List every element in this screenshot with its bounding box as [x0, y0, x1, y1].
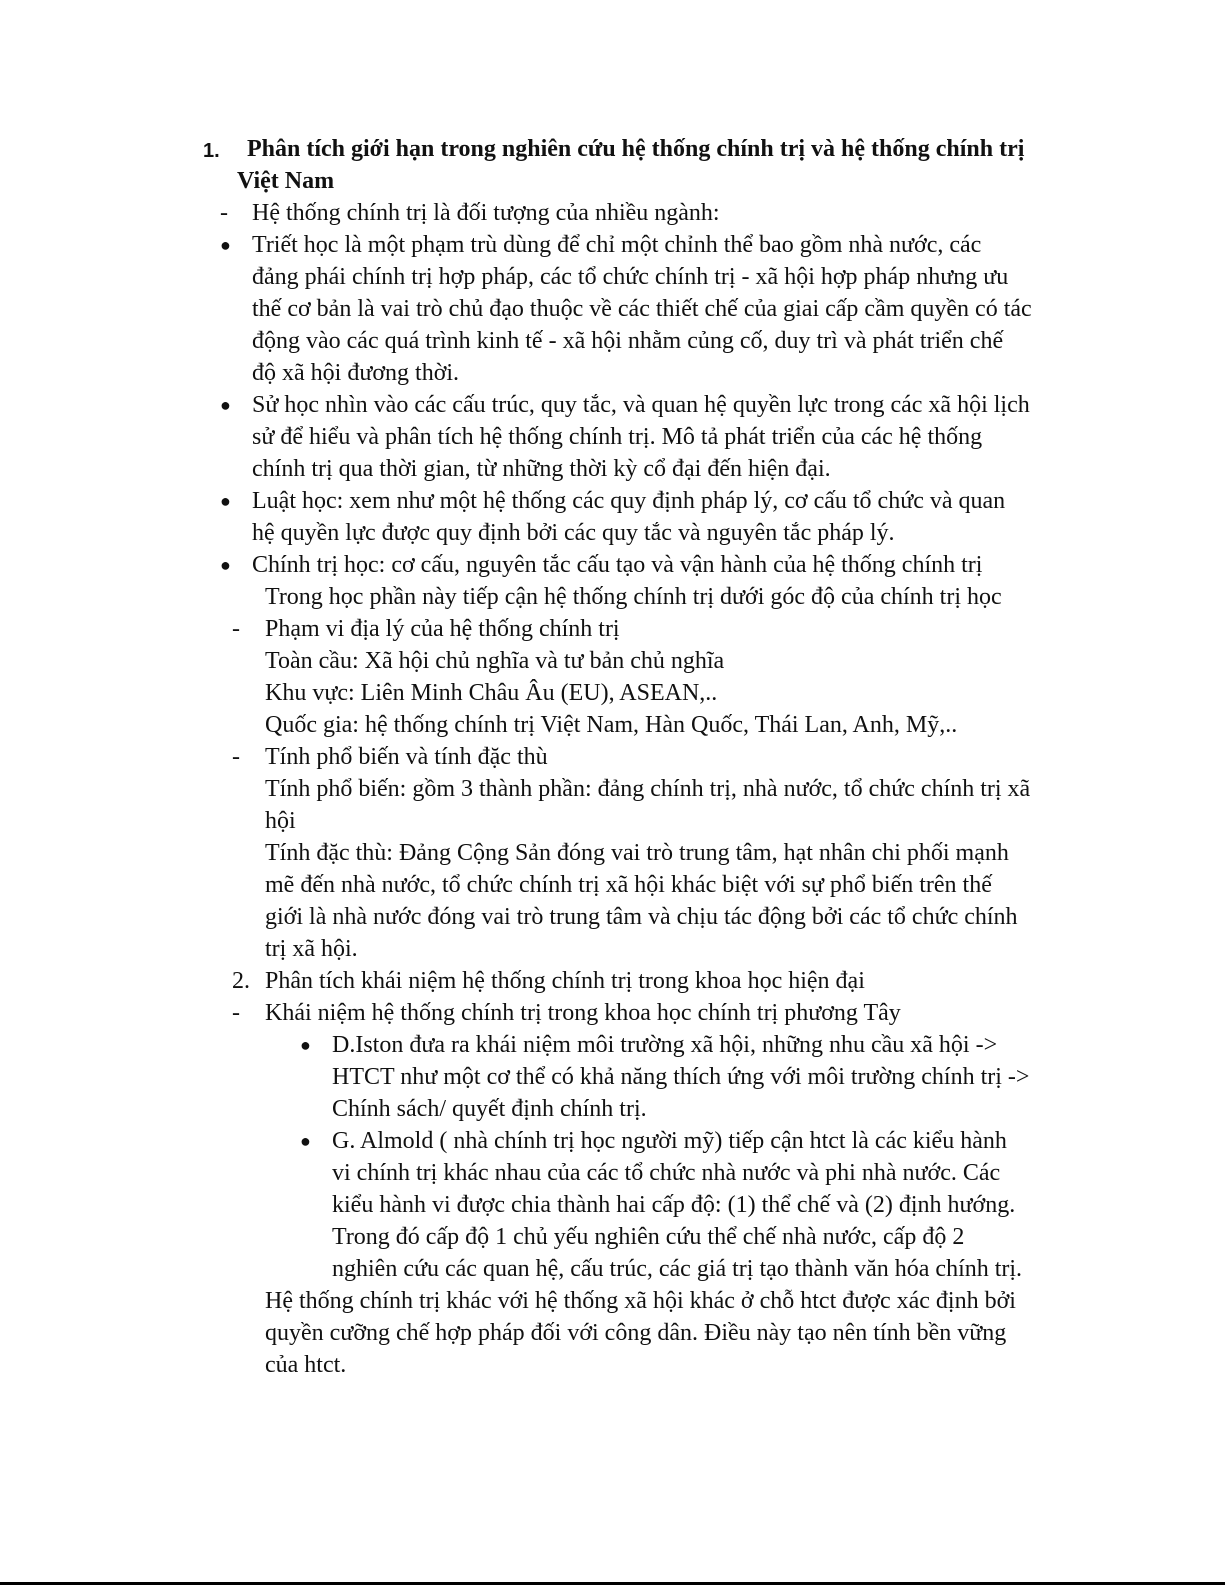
scope-line: Quốc gia: hệ thống chính trị Việt Nam, Hàn Quốc, Thái Lan, Anh, Mỹ,..: [265, 712, 958, 738]
heading-line-2: Việt Nam: [237, 168, 335, 194]
philosophy-line: thế cơ bản là vai trò chủ đạo thuộc về các thiết chế của giai cấp cầm quyền có tác: [252, 296, 1032, 322]
dash-marker: -: [232, 1000, 240, 1026]
scope-title: Phạm vi địa lý của hệ thống chính trị: [265, 616, 620, 642]
bullet-marker: ●: [220, 555, 231, 575]
universal-line: hội: [265, 808, 296, 834]
specific-line: trị xã hội.: [265, 936, 358, 962]
bullet-marker: ●: [300, 1131, 311, 1151]
history-line: sử để hiểu và phân tích hệ thống chính trị. Mô tả phát triển của các hệ thống: [252, 424, 983, 450]
approach-line: Trong học phần này tiếp cận hệ thống chính trị dưới góc độ của chính trị học: [265, 584, 1002, 610]
law-line: hệ quyền lực được quy định bởi các quy tắc và nguyên tắc pháp lý.: [252, 520, 895, 546]
bullet-marker: ●: [220, 491, 231, 511]
western-title: Khái niệm hệ thống chính trị trong khoa học chính trị phương Tây: [265, 1000, 901, 1026]
specific-line: mẽ đến nhà nước, tổ chức chính trị xã hội khác biệt với sự phổ biến trên thế: [265, 872, 992, 898]
dash-marker: -: [220, 200, 228, 226]
easton-line: Chính sách/ quyết định chính trị.: [332, 1096, 647, 1122]
philosophy-line: Triết học là một phạm trù dùng để chỉ một chỉnh thể bao gồm nhà nước, các: [252, 232, 982, 258]
intro-text: Hệ thống chính trị là đối tượng của nhiều ngành:: [252, 200, 720, 226]
almond-line: nghiên cứu các quan hệ, cấu trúc, các giá trị tạo thành văn hóa chính trị.: [332, 1256, 1023, 1282]
specific-line: giới là nhà nước đóng vai trò trung tâm và chịu tác động bởi các tổ chức chính: [265, 904, 1018, 930]
bullet-marker: ●: [300, 1035, 311, 1055]
dash-marker: -: [232, 616, 240, 642]
closing-line: quyền cưỡng chế hợp pháp đối với công dân. Điều này tạo nên tính bền vững: [265, 1320, 1007, 1346]
almond-line: G. Almold ( nhà chính trị học người mỹ) tiếp cận htct là các kiểu hành: [332, 1128, 1007, 1154]
law-line: Luật học: xem như một hệ thống các quy định pháp lý, cơ cấu tổ chức và quan: [252, 488, 1006, 514]
dash-marker: -: [232, 744, 240, 770]
easton-line: D.Iston đưa ra khái niệm môi trường xã hội, những nhu cầu xã hội ->: [332, 1032, 998, 1058]
section-2-title: Phân tích khái niệm hệ thống chính trị trong khoa học hiện đại: [265, 968, 865, 994]
easton-line: HTCT như một cơ thể có khả năng thích ứng với môi trường chính trị ->: [332, 1064, 1030, 1090]
history-line: chính trị qua thời gian, từ những thời kỳ cổ đại đến hiện đại.: [252, 456, 831, 482]
philosophy-line: động vào các quá trình kinh tế - xã hội nhằm củng cố, duy trì và phát triển chế: [252, 328, 1004, 354]
closing-line: Hệ thống chính trị khác với hệ thống xã hội khác ở chỗ htct được xác định bởi: [265, 1288, 1016, 1314]
bullet-marker: ●: [220, 235, 231, 255]
section-2-number: 2.: [232, 968, 250, 994]
philosophy-line: đảng phái chính trị hợp pháp, các tổ chức chính trị - xã hội hợp pháp nhưng ưu: [252, 264, 1009, 290]
trait-title: Tính phổ biến và tính đặc thù: [265, 744, 548, 770]
heading-number: 1.: [203, 140, 220, 162]
scope-line: Toàn cầu: Xã hội chủ nghĩa và tư bản chủ nghĩa: [265, 648, 725, 674]
almond-line: kiểu hành vi được chia thành hai cấp độ: (1) thể chế và (2) định hướng.: [332, 1192, 1016, 1218]
almond-line: vi chính trị khác nhau của các tổ chức nhà nước và phi nhà nước. Các: [332, 1160, 1001, 1186]
universal-line: Tính phổ biến: gồm 3 thành phần: đảng chính trị, nhà nước, tổ chức chính trị xã: [265, 776, 1031, 802]
scope-line: Khu vực: Liên Minh Châu Âu (EU), ASEAN,..: [265, 680, 718, 706]
bullet-marker: ●: [220, 395, 231, 415]
specific-line: Tính đặc thù: Đảng Cộng Sản đóng vai trò trung tâm, hạt nhân chi phối mạnh: [265, 840, 1009, 866]
politics-line: Chính trị học: cơ cấu, nguyên tắc cấu tạo và vận hành của hệ thống chính trị: [252, 552, 983, 578]
philosophy-line: độ xã hội đương thời.: [252, 360, 460, 386]
almond-line: Trong đó cấp độ 1 chủ yếu nghiên cứu thể chế nhà nước, cấp độ 2: [332, 1224, 965, 1250]
heading-line-1: Phân tích giới hạn trong nghiên cứu hệ thống chính trị và hệ thống chính trị: [247, 136, 1025, 162]
history-line: Sử học nhìn vào các cấu trúc, quy tắc, và quan hệ quyền lực trong các xã hội lịch: [252, 392, 1030, 418]
closing-line: của htct.: [265, 1352, 347, 1378]
